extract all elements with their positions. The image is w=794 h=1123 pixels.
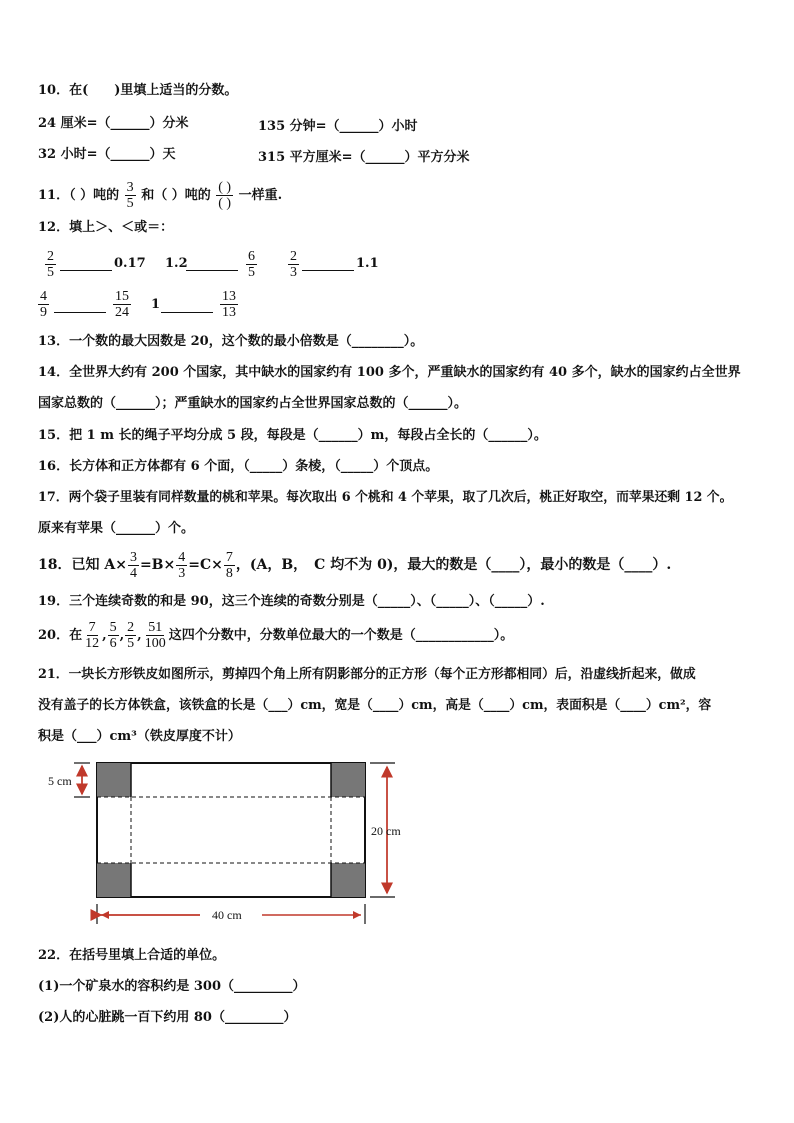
q21-line-2: 没有盖子的长方体铁盒，该铁盒的长是（___）cm，宽是（____）cm，高是（____）cm，表面积是（____）cm²，容 [38, 698, 712, 713]
q20-text-1: 20．在 [38, 628, 83, 643]
q12-r2-frac-3: $\frac{13}{13}$ [222, 289, 236, 320]
q11-text-2: 和（ ）吨的 [141, 188, 211, 203]
q14-line-1: 14．全世界大约有 200 个国家，其中缺水的国家约有 100 多个，严重缺水的国家约有 40 多个，缺水的国家约占全世界 [38, 365, 741, 380]
q21-line-1: 21．一块长方形铁皮如图所示，剪掉四个角上所有阴影部分的正方形（每个正方形都相同）后，沿虚线折起来，做成 [38, 667, 696, 682]
sheet-rectangle [97, 763, 365, 897]
q12-r2-frac-1: $\frac{4}{9}$ [40, 289, 47, 320]
q15: 15．把 1 m 长的绳子平均分成 5 段，每段是（______）m，每段占全长的（______）。 [38, 428, 547, 443]
q10-item-c: 32 小时=（______）天 [38, 147, 176, 162]
q12-blank [54, 312, 106, 313]
q12-r1-value-3: 1.1 [356, 256, 379, 271]
q10-item-a: 24 厘米=（______）分米 [38, 116, 189, 131]
q12-title: 12．填上＞、＜或＝： [38, 220, 174, 235]
label-corner: 5 cm [48, 774, 72, 788]
q11-fraction-2: $\frac{( )}{( )}$ [218, 180, 232, 211]
q17-line-1: 17．两个袋子里装有同样数量的桃和苹果。每次取出 6 个桃和 4 个苹果，取了几次后，桃正好取空，而苹果还剩 12 个。 [38, 490, 733, 505]
q12-r1-frac-2: $\frac{6}{5}$ [248, 249, 255, 280]
q22-title: 22．在括号里填上合适的单位。 [38, 948, 226, 963]
q11-text-3: 一样重. [238, 188, 283, 203]
q18-text-2: =B× [139, 557, 176, 573]
q12-r1-frac-3: $\frac{2}{3}$ [290, 249, 297, 280]
q12-blank [60, 270, 112, 271]
q14-line-2: 国家总数的（______）；严重缺水的国家约占全世界国家总数的（______）。 [38, 396, 468, 411]
q17-line-2: 原来有苹果（______）个。 [38, 521, 195, 536]
q12-r2-value-1: 1 [151, 297, 161, 312]
q11-fraction-1: $\frac{3}{5}$ [126, 180, 134, 211]
q22-item-1: (1)一个矿泉水的容积约是 300（_________） [38, 979, 306, 994]
q20: 20．在 $\frac{7}{12}$ , $\frac{5}{6}$ , $\frac{2}{5}$ , $\frac{51}{100}$ 这四个分数中，分数单位最大的一个数是（____________）。 [38, 620, 514, 651]
q11 [38, 180, 282, 212]
q10-item-d: 315 平方厘米=（______）平方分米 [258, 150, 470, 165]
q18-text-4: ，(A，B， C 均不为 0)，最大的数是（____），最小的数是（____）. [235, 557, 672, 573]
q12-r1-value-2: 1.2 [165, 256, 188, 271]
q13: 13．一个数的最大因数是 20，这个数的最小倍数是（________）。 [38, 334, 424, 349]
shaded-corner-tr [331, 763, 365, 797]
q21-figure [40, 752, 420, 932]
q12-r2-frac-2: $\frac{15}{24}$ [115, 289, 129, 320]
q18-text-3: =C× [188, 557, 223, 573]
q12-r1-value-1: 0.17 [114, 256, 146, 271]
q19: 19．三个连续奇数的和是 90，这三个连续的奇数分别是（_____）、（_____）、（_____）. [38, 594, 545, 609]
q10-title: 10．在( )里填上适当的分数。 [38, 83, 238, 98]
shaded-corner-bl [97, 863, 131, 897]
q20-text-2: 这四个分数中，分数单位最大的一个数是（____________）。 [168, 628, 514, 643]
q16: 16．长方体和正方体都有 6 个面，（_____）条棱，（_____）个顶点。 [38, 459, 439, 474]
label-width: 40 cm [212, 908, 242, 922]
q12-blank [186, 270, 238, 271]
q18-text-1: 18．已知 A× [38, 557, 127, 573]
shaded-corner-br [331, 863, 365, 897]
q12-blank [302, 270, 354, 271]
q12-r1-frac-1: $\frac{2}{5}$ [47, 249, 54, 280]
q21-line-3: 积是（___）cm³（铁皮厚度不计） [38, 729, 241, 744]
q10-item-b: 135 分钟=（______）小时 [258, 119, 418, 134]
q18: 18．已知 A× $\frac{3}{4}$ =B× $\frac{4}{3}$ =C× $\frac{7}{8}$ ，(A，B， C 均不为 0)，最大的数是（____），最小的数是（____）. [38, 549, 672, 581]
shaded-corner-tl [97, 763, 131, 797]
label-height: 20 cm [371, 824, 401, 838]
q12-blank [161, 312, 213, 313]
fold-lines [97, 797, 365, 863]
q22-item-2: (2)人的心脏跳一百下约用 80（_________） [38, 1010, 297, 1025]
q11-text-1: 11．（ ）吨的 [38, 188, 120, 203]
